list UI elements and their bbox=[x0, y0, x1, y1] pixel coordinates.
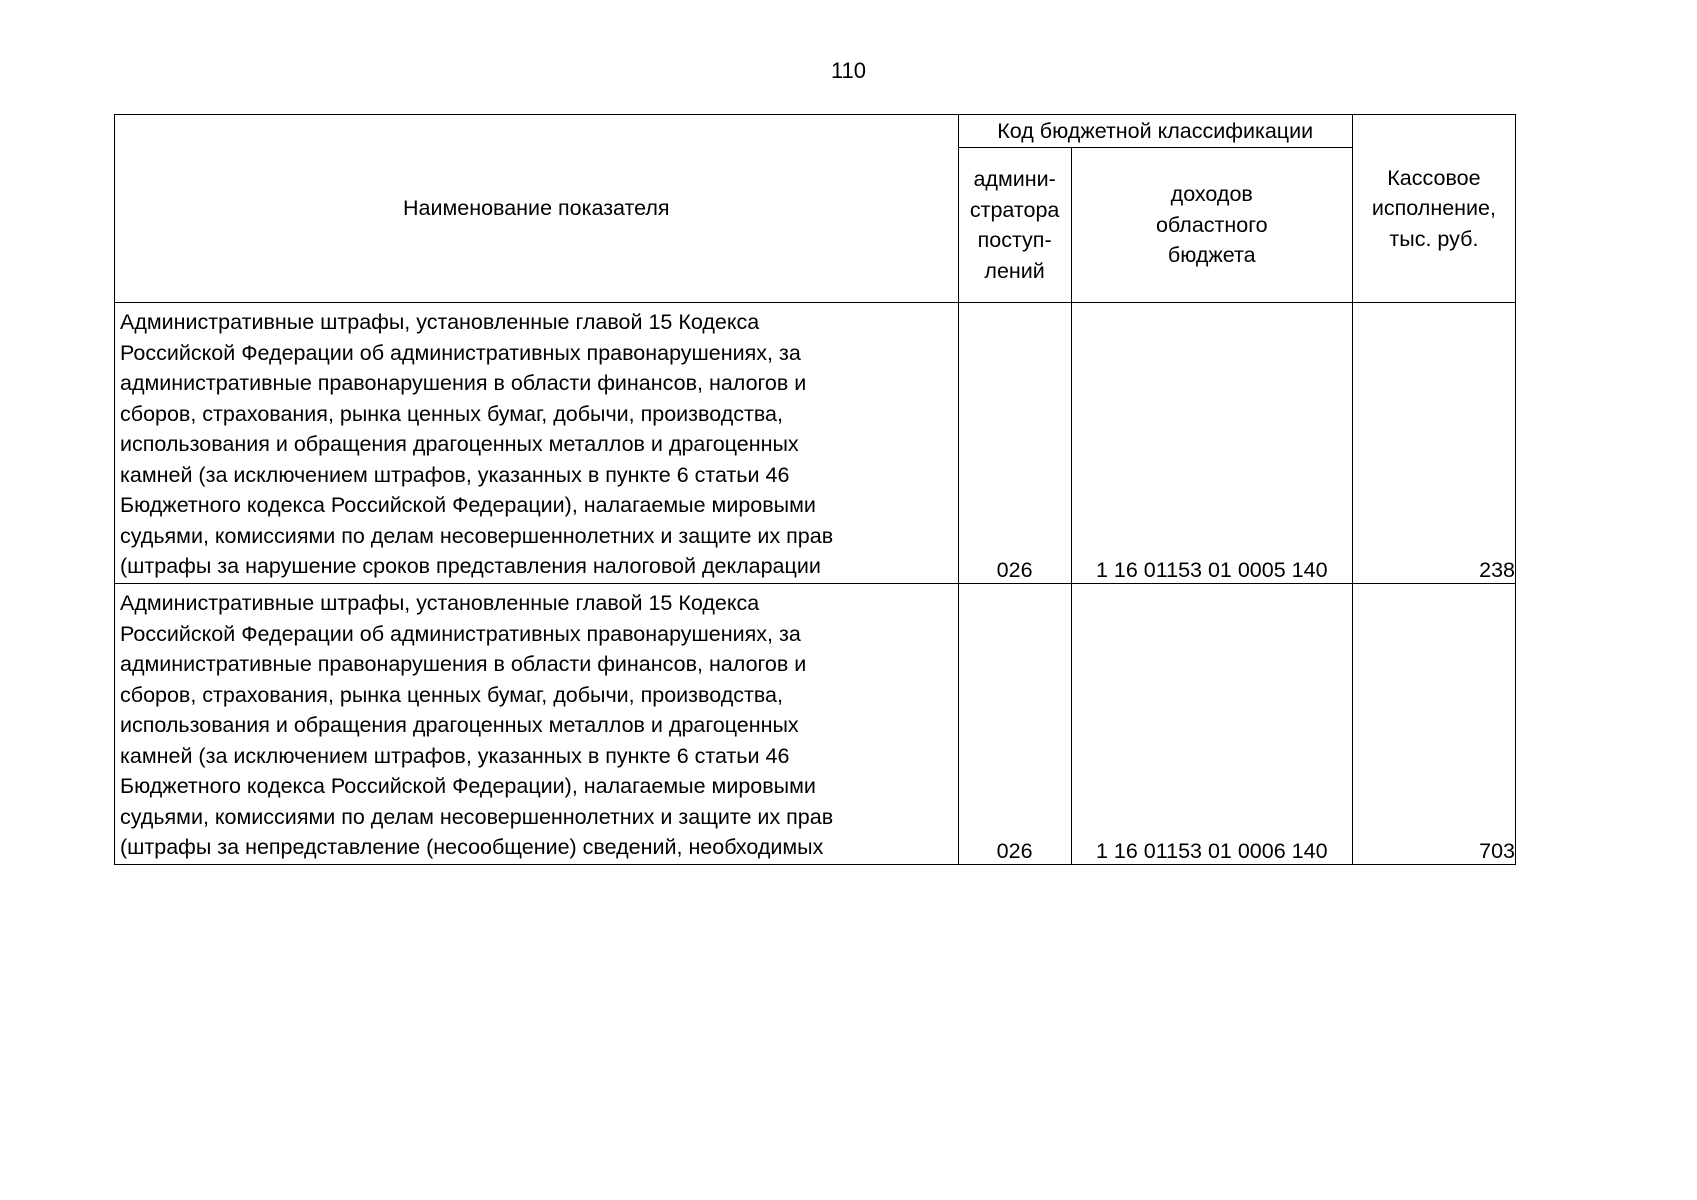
row-admin-code: 026 bbox=[958, 303, 1071, 584]
row-income-code: 1 16 01153 01 0006 140 bbox=[1071, 584, 1352, 865]
header-revenue-administrator: админи- стратора поступ- лений bbox=[958, 148, 1071, 303]
budget-revenue-table bbox=[114, 114, 1516, 865]
table-row bbox=[115, 584, 1516, 865]
table-row bbox=[115, 303, 1516, 584]
page-number: 110 bbox=[830, 58, 867, 83]
row-cash-amount: 238 bbox=[1352, 303, 1515, 584]
header-regional-budget-revenue: доходов областного бюджета bbox=[1071, 148, 1352, 303]
header-indicator-name: Наименование показателя bbox=[115, 115, 959, 303]
header-budget-classification-code: Код бюджетной классификации bbox=[958, 115, 1352, 148]
header-cash-execution: Кассовое исполнение, тыс. руб. bbox=[1352, 115, 1515, 303]
row-income-code: 1 16 01153 01 0005 140 bbox=[1071, 303, 1352, 584]
row-admin-code: 026 bbox=[958, 584, 1071, 865]
row-cash-amount: 703 bbox=[1352, 584, 1515, 865]
row-indicator-name: Административные штрафы, установленные главой 15 Кодекса Российской Федерации об административных правонарушениях, за административные правонарушения в области финансов, налогов и сборов, страхования, рынка ценных бумаг, добычи, производства, использования и обращения драгоценных металлов и драгоценных камней (за исключением штрафов, указанных в пункте 6 статьи 46 Бюджетного кодекса Российской Федерации), налагаемые мировыми судьями, комиссиями по делам несовершеннолетних и защите их прав (штрафы за непредставление (несообщение) сведений, необходимых bbox=[115, 584, 959, 865]
row-indicator-name: Административные штрафы, установленные главой 15 Кодекса Российской Федерации об административных правонарушениях, за административные правонарушения в области финансов, налогов и сборов, страхования, рынка ценных бумаг, добычи, производства, использования и обращения драгоценных металлов и драгоценных камней (за исключением штрафов, указанных в пункте 6 статьи 46 Бюджетного кодекса Российской Федерации), налагаемые мировыми судьями, комиссиями по делам несовершеннолетних и защите их прав (штрафы за нарушение сроков представления налоговой декларации bbox=[115, 303, 959, 584]
